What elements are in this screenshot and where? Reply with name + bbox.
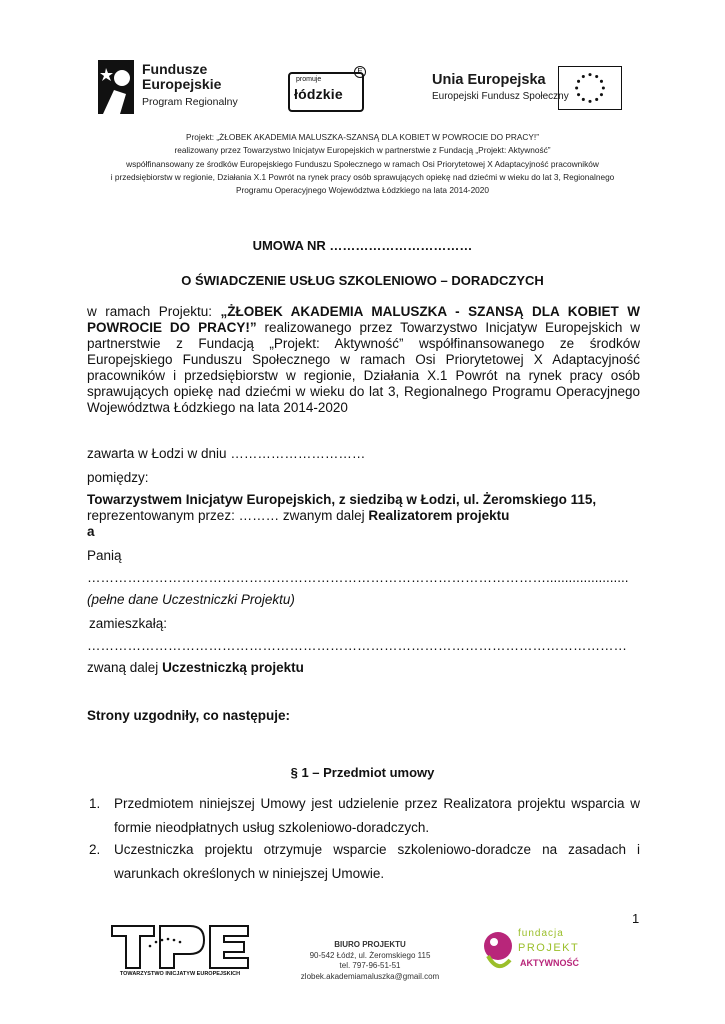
project-info-line: Projekt: „ŻŁOBEK AKADEMIA MALUSZKA-SZANSĄ DLA KOBIET W POWROCIE DO PRACY!”: [185, 132, 539, 142]
lodz-top-text: promuje: [296, 76, 322, 83]
page-number: 1: [632, 911, 640, 926]
document-subtitle: O ŚWIADCZENIE USŁUG SZKOLENIOWO – DORADCZYCH: [181, 273, 544, 288]
between-line: pomiędzy:: [87, 470, 149, 485]
ue-subtitle: Europejski Fundusz Społeczny: [432, 91, 569, 102]
fundacja-projekt-aktywnosc-logo: [480, 926, 590, 976]
list-item: [89, 838, 640, 888]
office-phone: tel. 797-96-51-51: [339, 961, 401, 970]
list-item: [89, 792, 640, 842]
fe-line3: Program Regionalny: [142, 96, 238, 108]
ue-title: Unia Europejska: [432, 72, 546, 88]
intro-paragraph: [87, 304, 640, 416]
list-item-number: 1.: [89, 796, 101, 811]
party1-name: Towarzystwem Inicjatyw Europejskich, z siedzibą w Łodzi, ul. Żeromskiego 115,: [87, 492, 597, 507]
tie-logo: [110, 918, 250, 982]
intro-rest: realizowanego przez Towarzystwo Inicjatyw Europejskich w partnerstwie z Fundacją „Projekt: Aktywność” współfinansowanego ze środków Europejskiego Funduszu Społecznego w ramach Osi Priorytetowej X Adaptacyjność pracowników i przedsiębiorstw w regionie, Działania X.1 Powrót na rynek pracy osób sprawujących opiekę nad dziećmi w wieku do lat 3, Regionalnego Programu Operacyjnego Województwa Łódzkiego na lata 2014-2020: [87, 320, 640, 415]
ue-logo-text: [432, 72, 569, 102]
tie-caption: TOWARZYSTWO INICJATYW EUROPEJSKICH: [119, 971, 241, 977]
called-role: Uczestniczką projektu: [162, 660, 304, 675]
party1-role: Realizatorem projektu: [368, 508, 510, 523]
project-info-line: realizowany przez Towarzystwo Inicjatyw Europejskich w partnerstwie z Fundacją „Projekt: Aktywność”: [174, 145, 551, 156]
fundacja-emblem-icon: [480, 930, 516, 974]
list-item-text: Uczestniczka projektu otrzymuje wsparcie szkoleniowo-doradcze na zasadach i warunkach określonych w niniejszej Umowie.: [114, 842, 640, 881]
and-word: a: [87, 524, 95, 539]
promuje-lodzkie-logo: [286, 66, 366, 110]
project-info-line: i przedsiębiorstw w regionie, Działania X.1 Powrót na rynek pracy osób sprawujących opiekę nad dziećmi w wieku do lat 3, Regionalnego: [110, 171, 615, 182]
document-title: UMOWA NR ……………………………: [252, 238, 473, 253]
called-prefix: zwaną dalej: [87, 660, 163, 675]
party1-representation: [87, 508, 509, 523]
project-office: [300, 940, 440, 982]
project-info-line: współfinansowany ze środków Europejskiego Funduszu Społecznego w ramach Osi Priorytetowej X Adaptacyjność pracowników: [126, 158, 599, 169]
called-line: [87, 660, 304, 675]
party1-rep-text: reprezentowanym przez: ……… zwanym dalej: [87, 508, 369, 523]
fundacja-line1: fundacja: [518, 928, 564, 939]
list-item-number: 2.: [89, 842, 101, 857]
intro-prefix: w ramach Projektu:: [87, 304, 221, 319]
lodz-main-text: łódzkie: [294, 86, 343, 102]
fe-emblem-icon: [98, 60, 134, 114]
office-title: BIURO PROJEKTU: [334, 940, 406, 949]
tie-emblem-icon: [110, 918, 250, 970]
concluded-line: zawarta w Łodzi w dniu …………………………: [87, 446, 366, 461]
lodz-reg-mark: E: [354, 66, 366, 78]
list-item-text: Przedmiotem niniejszej Umowy jest udzielenie przez Realizatora projektu wsparcia w formie nieodpłatnych usług szkoleniowo-doradczych.: [114, 796, 640, 835]
dots-line-1: …………………………………………………………………………………………......................: [87, 570, 629, 585]
residing-label: zamieszkałą:: [89, 616, 168, 631]
fe-line1: Fundusze: [142, 61, 208, 77]
project-info: [60, 131, 665, 197]
full-data-note: (pełne dane Uczestniczki Projektu): [87, 592, 295, 607]
dots-line-2: …………………………………………………………………………………………………………: [87, 638, 627, 653]
project-info-line: Programu Operacyjnego Województwa Łódzkiego na lata 2014-2020: [235, 185, 490, 196]
office-address: 90-542 Łódź, ul. Żeromskiego 115: [309, 950, 431, 960]
mrs-word: Panią: [87, 548, 122, 563]
eu-flag-icon: [558, 66, 622, 110]
office-email: zlobek.akademiamaluszka@gmail.com: [300, 971, 440, 981]
agreed-line: Strony uzgodniły, co następuje:: [87, 708, 291, 723]
fundacja-line3: AKTYWNOŚĆ: [520, 958, 579, 968]
intro-project-name: „ŻŁOBEK AKADEMIA MALUSZKA - SZANSĄ DLA KOBIET W POWROCIE DO PRACY!”: [87, 304, 640, 335]
fundacja-line2: PROJEKT: [518, 942, 580, 954]
section-title: § 1 – Przedmiot umowy: [290, 765, 435, 780]
fundusze-europejskie-logo: [98, 56, 248, 116]
fe-line2: Europejskie: [142, 76, 222, 92]
